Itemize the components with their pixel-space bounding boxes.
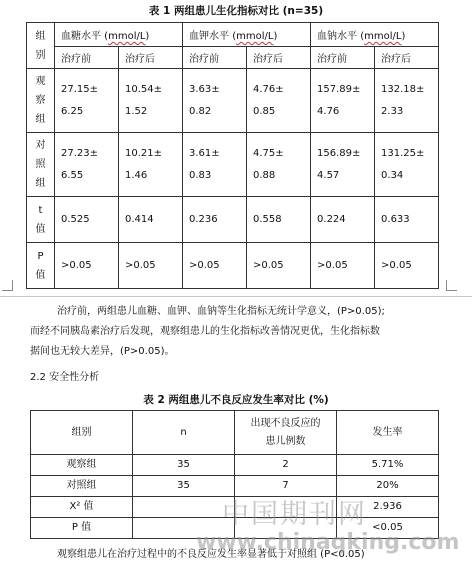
table-cell: >0.05 [247,243,311,289]
table1-caption: 表 1 两组患儿生化指标对比 (n=35) [148,5,324,17]
table-cell: 27.15± 6.25 [55,69,119,133]
table1-header-glucose: 血糖水平 (mmol/L) [55,23,183,47]
paragraph-line: 治疗前，两组患儿血糖、血钾、血钠等生化指标无统计学意义，(P>0.05); [57,306,385,317]
table1 [26,22,439,289]
table-row [27,133,439,197]
row-label: 对 照 组 [27,133,55,197]
table-row [31,455,439,476]
table-cell: 35 [133,476,235,497]
table2-caption: 表 2 两组患儿不良反应发生率对比 (%) [143,394,329,406]
table-cell: P 值 [31,518,133,539]
table1-subheader: 治疗前 [311,47,375,69]
table-cell: 131.25± 0.34 [375,133,439,197]
table-cell: 35 [133,455,235,476]
table-cell: 2.936 [337,497,439,518]
paragraph-line: 观察组患儿在治疗过程中的不良反应发生率显著低于对照组 (P<0.05) [57,549,365,560]
table1-subheader: 治疗后 [119,47,183,69]
table-cell: 10.21± 1.46 [119,133,183,197]
table-cell: 0.236 [183,197,247,243]
table-cell [133,497,235,518]
row-label: P 值 [27,243,55,289]
table-cell: 0.414 [119,197,183,243]
table2-header: 出现不良反应的 患儿例数 [235,411,337,455]
paragraph-line: 而经不同胰岛素治疗后发现，观察组患儿的生化指标改善情况更优，生化指标数 [30,326,380,337]
table1-subheader: 治疗后 [375,47,439,69]
table-cell: 0.633 [375,197,439,243]
row-label: t 值 [27,197,55,243]
table-cell: >0.05 [183,243,247,289]
row-label: 观 察 组 [27,69,55,133]
table-cell: >0.05 [375,243,439,289]
table-cell: 132.18± 2.33 [375,69,439,133]
table-cell: 20% [337,476,439,497]
section-heading: 2.2 安全性分析 [30,372,100,383]
table-cell: 27.23± 6.55 [55,133,119,197]
table-cell: 4.76± 0.85 [247,69,311,133]
watermark-brand: 中国期刊网 [222,499,367,530]
table-cell: 2 [235,455,337,476]
table-cell: 0.525 [55,197,119,243]
table-cell: <0.05 [337,518,439,539]
table-cell: 156.89± 4.57 [311,133,375,197]
table2-header: 发生率 [337,411,439,455]
table1-header-sodium: 血钠水平 (mmol/L) [311,23,439,47]
table-row [27,243,439,289]
page-corner-mark [446,280,457,291]
paragraph-line: 据间也无较大差异，(P>0.05)。 [30,346,175,357]
watermark-url: www.chinaqking.com [196,530,460,555]
table-row [27,69,439,133]
table1-subheader: 治疗后 [247,47,311,69]
table-row [27,197,439,243]
table-cell: >0.05 [119,243,183,289]
table-cell: >0.05 [55,243,119,289]
table-cell: 0.224 [311,197,375,243]
table-cell: 4.75± 0.88 [247,133,311,197]
table1-subheader: 治疗前 [183,47,247,69]
page-corner-mark [2,280,13,291]
table-cell: 5.71% [337,455,439,476]
table-cell: 0.558 [247,197,311,243]
table-cell: 157.89± 4.76 [311,69,375,133]
table1-header-potassium: 血钾水平 (mmol/L) [183,23,311,47]
table-cell: X² 值 [31,497,133,518]
table1-subheader: 治疗前 [55,47,119,69]
table-cell: 观察组 [31,455,133,476]
table1-group-header: 组 别 [27,23,55,69]
table-cell: 10.54± 1.52 [119,69,183,133]
table-cell: 3.63± 0.82 [183,69,247,133]
table-cell: 3.61± 0.83 [183,133,247,197]
table-cell: 对照组 [31,476,133,497]
table-cell: >0.05 [311,243,375,289]
table-cell: 7 [235,476,337,497]
table2-header: 组别 [31,411,133,455]
page-break-line [0,296,472,297]
table2-header: n [133,411,235,455]
